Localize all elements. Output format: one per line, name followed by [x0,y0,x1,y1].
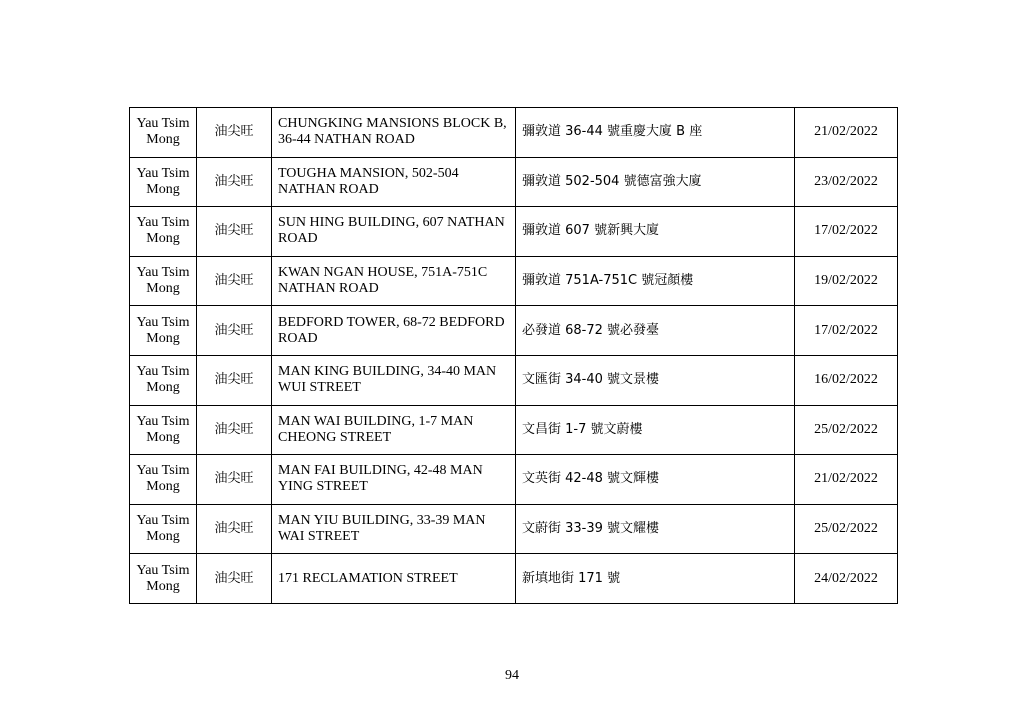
address-en-cell: SUN HING BUILDING, 607 NATHAN ROAD [272,207,516,257]
date-cell: 21/02/2022 [795,108,898,158]
table-row [130,355,898,405]
district-en-cell: Yau Tsim Mong [130,157,197,207]
date-cell: 16/02/2022 [795,355,898,405]
table-row [130,455,898,505]
table-row [130,256,898,306]
address-zh-cell: 文匯街 34-40 號文景樓 [516,355,795,405]
district-zh-cell: 油尖旺 [197,355,272,405]
address-en-cell: MAN FAI BUILDING, 42-48 MAN YING STREET [272,455,516,505]
address-zh-cell: 文英街 42-48 號文輝樓 [516,455,795,505]
address-zh-cell: 彌敦道 751A-751C 號冠顏樓 [516,256,795,306]
address-en-cell: MAN KING BUILDING, 34-40 MAN WUI STREET [272,355,516,405]
district-en-cell: Yau Tsim Mong [130,504,197,554]
records-table-body [130,108,898,604]
address-en-cell: CHUNGKING MANSIONS BLOCK B, 36-44 NATHAN ROAD [272,108,516,158]
district-zh-cell: 油尖旺 [197,207,272,257]
district-zh-cell: 油尖旺 [197,455,272,505]
address-en-cell: MAN WAI BUILDING, 1-7 MAN CHEONG STREET [272,405,516,455]
address-zh-cell: 彌敦道 36-44 號重慶大廈 B 座 [516,108,795,158]
table-row [130,504,898,554]
table-row [130,554,898,604]
table-row [130,207,898,257]
date-cell: 17/02/2022 [795,306,898,356]
district-en-cell: Yau Tsim Mong [130,306,197,356]
district-en-cell: Yau Tsim Mong [130,108,197,158]
address-zh-cell: 新填地街 171 號 [516,554,795,604]
address-zh-cell: 文蔚街 33-39 號文耀樓 [516,504,795,554]
district-en-cell: Yau Tsim Mong [130,355,197,405]
address-en-cell: TOUGHA MANSION, 502-504 NATHAN ROAD [272,157,516,207]
date-cell: 24/02/2022 [795,554,898,604]
date-cell: 17/02/2022 [795,207,898,257]
district-zh-cell: 油尖旺 [197,256,272,306]
address-zh-cell: 文昌街 1-7 號文蔚樓 [516,405,795,455]
district-en-cell: Yau Tsim Mong [130,455,197,505]
district-en-cell: Yau Tsim Mong [130,207,197,257]
district-zh-cell: 油尖旺 [197,554,272,604]
address-en-cell: KWAN NGAN HOUSE, 751A-751C NATHAN ROAD [272,256,516,306]
address-zh-cell: 彌敦道 502-504 號德富強大廈 [516,157,795,207]
date-cell: 19/02/2022 [795,256,898,306]
date-cell: 23/02/2022 [795,157,898,207]
address-zh-cell: 必發道 68-72 號必發臺 [516,306,795,356]
address-en-cell: BEDFORD TOWER, 68-72 BEDFORD ROAD [272,306,516,356]
district-zh-cell: 油尖旺 [197,306,272,356]
district-en-cell: Yau Tsim Mong [130,405,197,455]
table-row [130,306,898,356]
address-en-cell: 171 RECLAMATION STREET [272,554,516,604]
date-cell: 25/02/2022 [795,504,898,554]
date-cell: 25/02/2022 [795,405,898,455]
page-number: 94 [505,668,519,683]
address-en-cell: MAN YIU BUILDING, 33-39 MAN WAI STREET [272,504,516,554]
address-zh-cell: 彌敦道 607 號新興大廈 [516,207,795,257]
district-zh-cell: 油尖旺 [197,405,272,455]
district-zh-cell: 油尖旺 [197,504,272,554]
table-row [130,405,898,455]
district-zh-cell: 油尖旺 [197,157,272,207]
district-en-cell: Yau Tsim Mong [130,554,197,604]
district-zh-cell: 油尖旺 [197,108,272,158]
date-cell: 21/02/2022 [795,455,898,505]
table-row [130,108,898,158]
table-row [130,157,898,207]
district-en-cell: Yau Tsim Mong [130,256,197,306]
records-table [129,107,898,604]
